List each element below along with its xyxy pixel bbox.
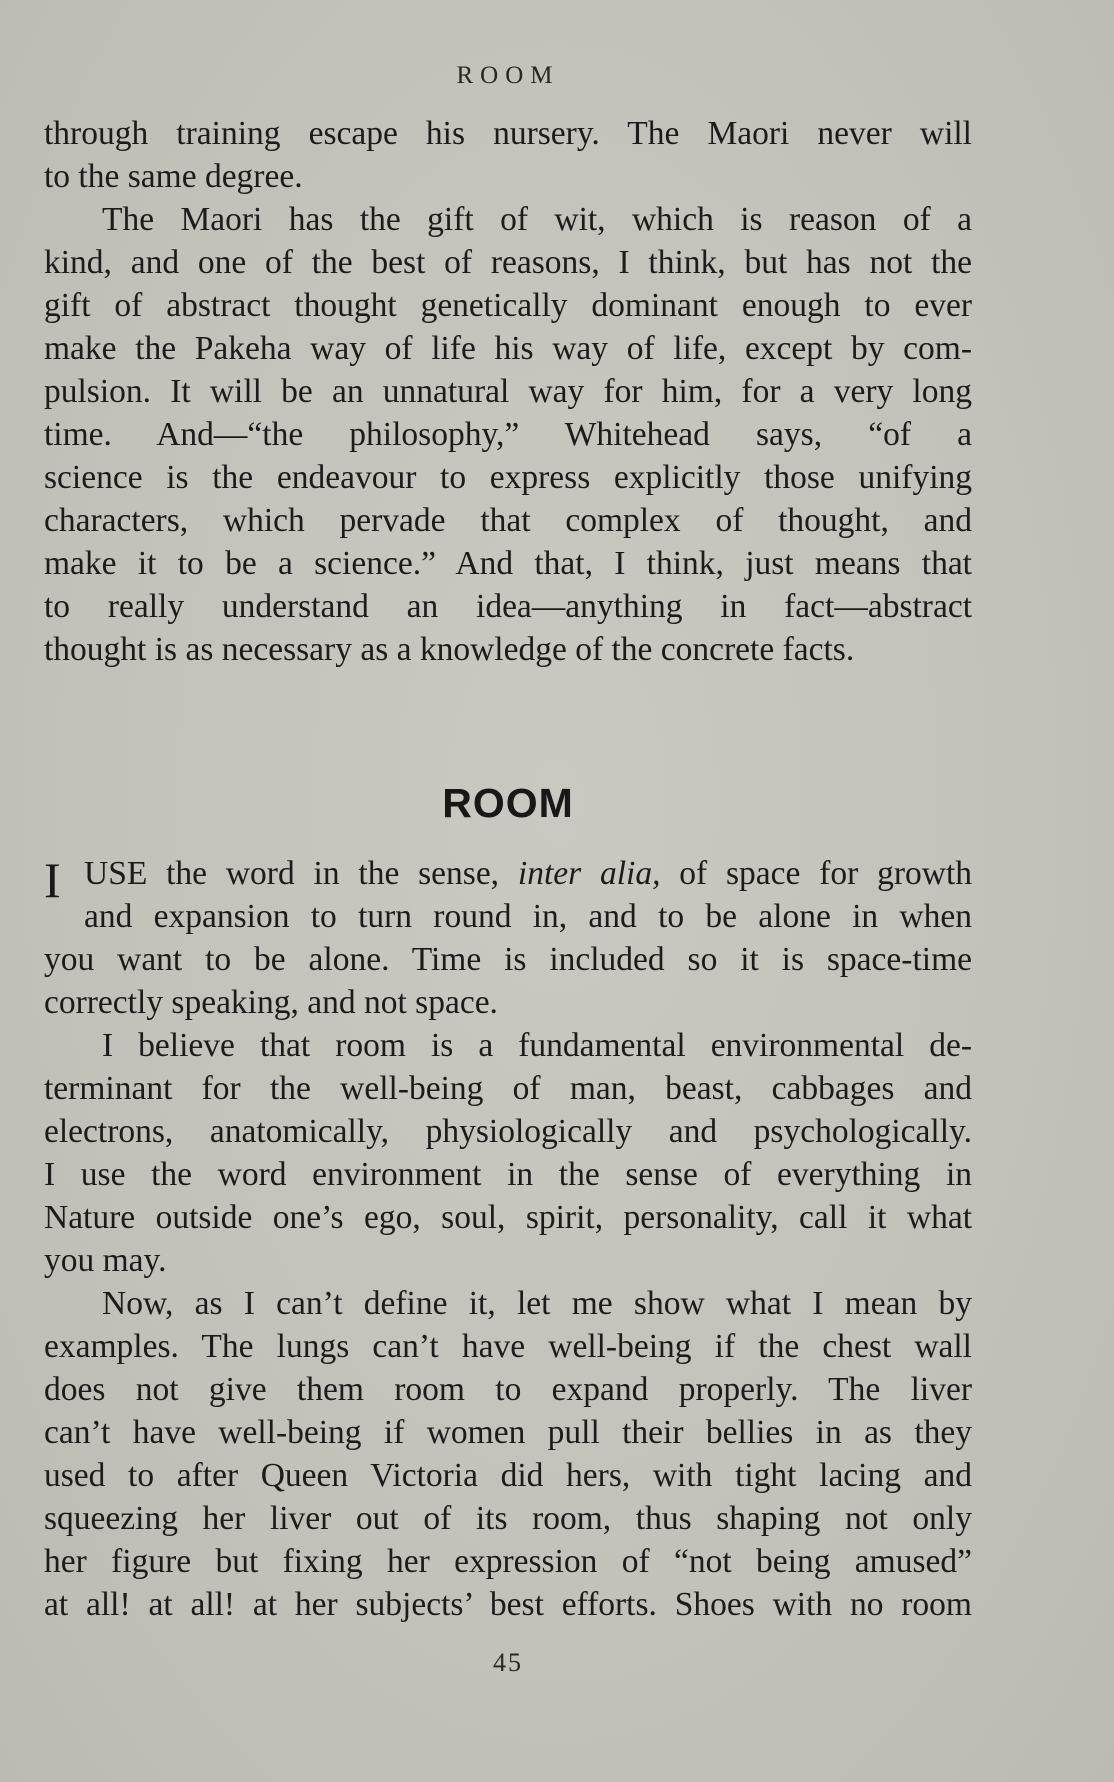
text-line: terminant for the well-being of man, beast, cabbages and bbox=[44, 1070, 972, 1107]
text-line: to the same degree. bbox=[44, 158, 303, 195]
text-run: of space for growth bbox=[679, 855, 973, 892]
text-line: her figure but fixing her expression of “not being amused” bbox=[44, 1543, 972, 1580]
section-heading: ROOM bbox=[442, 780, 574, 826]
continuation-paragraph bbox=[44, 112, 972, 198]
text-line: used to after Queen Victoria did hers, with tight lacing and bbox=[44, 1457, 972, 1494]
text-line: characters, which pervade that complex of thought, and bbox=[44, 502, 972, 539]
text-line: examples. The lungs can’t have well-being if the chest wall bbox=[44, 1328, 972, 1365]
text-line: make the Pakeha way of life his way of life, except by com- bbox=[44, 330, 972, 367]
text-line: and expansion to turn round in, and to be alone in when bbox=[84, 898, 972, 935]
text-run: USE the word in the sense, bbox=[84, 855, 500, 892]
text-line: correctly speaking, and not space. bbox=[44, 984, 498, 1021]
text-line: The Maori has the gift of wit, which is reason of a bbox=[102, 201, 972, 238]
text-line: gift of abstract thought genetically dominant enough to ever bbox=[44, 287, 972, 324]
text-line: does not give them room to expand properly. The liver bbox=[44, 1371, 972, 1408]
text-line: pulsion. It will be an unnatural way for him, for a very long bbox=[44, 373, 972, 410]
text-line: you may. bbox=[44, 1242, 167, 1279]
text-line: time. And—“the philosophy,” Whitehead says, “of a bbox=[44, 416, 972, 453]
italic-phrase: inter alia, bbox=[517, 855, 661, 892]
text-line: make it to be a science.” And that, I think, just means that bbox=[44, 545, 972, 582]
text-line: I use the word environment in the sense of everything in bbox=[44, 1156, 972, 1193]
text-line: kind, and one of the best of reasons, I think, but has not the bbox=[44, 244, 972, 281]
text-line: science is the endeavour to express explicitly those unifying bbox=[44, 459, 972, 496]
paragraph-environment bbox=[44, 1024, 972, 1282]
text-line: thought is as necessary as a knowledge of the concrete facts. bbox=[44, 631, 855, 668]
paragraph-maori-wit bbox=[44, 198, 972, 671]
text-line: squeezing her liver out of its room, thus shaping not only bbox=[44, 1500, 972, 1537]
text-line: I believe that room is a fundamental environmental de- bbox=[102, 1027, 972, 1064]
page-number: 45 bbox=[493, 1648, 523, 1677]
text-line: at all! at all! at her subjects’ best efforts. Shoes with no room bbox=[44, 1586, 972, 1623]
text-line: to really understand an idea—anything in fact—abstract bbox=[44, 588, 972, 625]
paragraph-room-definition bbox=[44, 852, 972, 1024]
text-line: can’t have well-being if women pull their bellies in as they bbox=[44, 1414, 972, 1451]
text-line: Now, as I can’t define it, let me show what I mean by bbox=[102, 1285, 972, 1322]
running-head: ROOM bbox=[456, 62, 560, 89]
text-line: through training escape his nursery. The Maori never will bbox=[44, 115, 972, 152]
text-line: electrons, anatomically, physiologically and psychologically. bbox=[44, 1113, 972, 1150]
paragraph-examples bbox=[44, 1282, 972, 1626]
text-line: Nature outside one’s ego, soul, spirit, personality, call it what bbox=[44, 1199, 972, 1236]
text-line: you want to be alone. Time is included so it is space-time bbox=[44, 941, 972, 978]
drop-cap: I bbox=[44, 852, 61, 908]
text-line-first bbox=[44, 852, 972, 895]
